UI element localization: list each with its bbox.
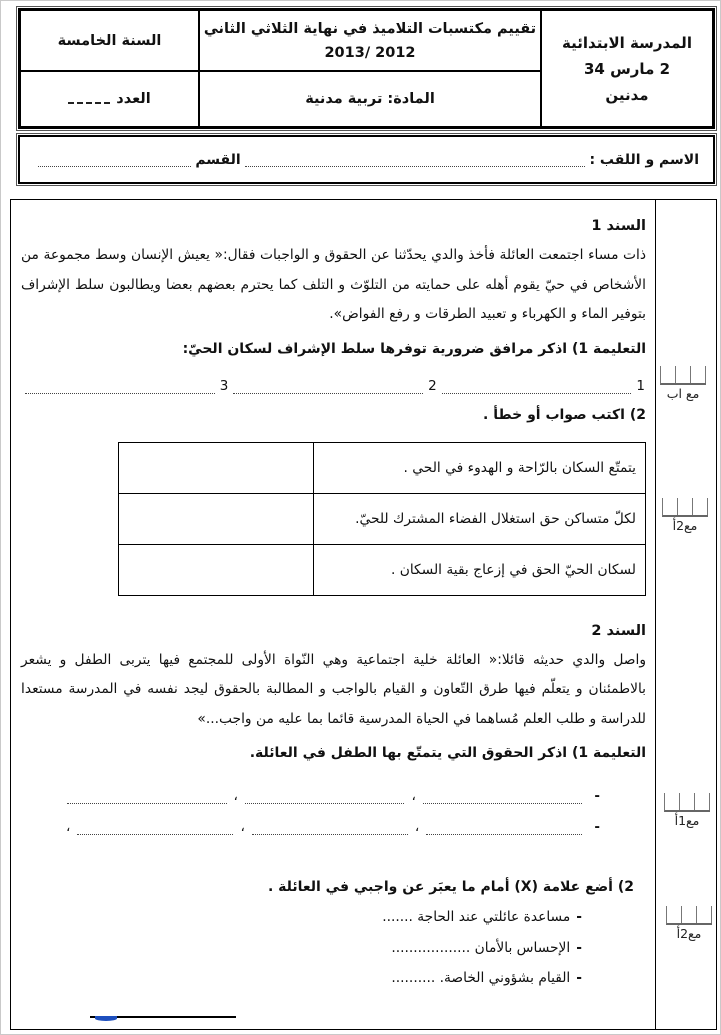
score-label: مع اب (666, 386, 700, 401)
section1-passage: ذات مساء اجتمعت العائلة فأخذ والدي يحدّثنا عن الحقوق و الواجبات فقال:« يعيش الإنسان وسط مجموعة من الأشخاص في حيّ يقوم أهله على حمايته من التلوّث و التلف كما يحترم بعضهم بعضا ويطالبون سلط الإشراف بتوفير الماء و الكهرباء و تعبيد الطرقات و رفع الفواض». (21, 247, 646, 322)
list-dash: - (576, 970, 582, 986)
check-item (21, 933, 582, 964)
separator-comma: ، (414, 819, 420, 835)
grade-level-cell (21, 11, 200, 70)
answer-blank (426, 820, 582, 835)
score-box-3 (662, 793, 712, 828)
assessment-title: تقييم مكتسبات التلاميذ في نهاية الثلاثي الثاني (203, 20, 537, 37)
score-grid (662, 498, 708, 517)
section2-passage: واصل والدي حديثه قائلا:« العائلة خلية اجتماعية وهي النّواة الأولى للمجتمع فيها يتربى الطفل و يشعر بالاطمئنان و يتعلّم فيها طرق التّعاون و القيام بالواجب و المطالبة بالحقوق ليجد نفسه في المدرسة مستعدا للدراسة و طلب العلم مُساهما في الحياة المدرسية قائما بما عليه من واجب...» (21, 651, 646, 727)
checklist (21, 902, 582, 994)
answer-number-3: 3 (219, 377, 229, 394)
check-item-text: مساعدة عائلتي عند الحاجة ....... (382, 909, 571, 925)
answer-cell (119, 442, 314, 493)
check-item (21, 902, 582, 933)
answer-blank-2 (233, 379, 423, 394)
section2-instruction1: التعليمة 1) اذكر الحقوق التي يتمتّع بها الطفل في العائلة. (249, 745, 646, 761)
score-grid (664, 793, 710, 812)
section1-question2: 2) اكتب صواب أو خطأ . (483, 406, 646, 423)
score-label: مع1أ (674, 813, 700, 828)
exam-content (11, 200, 654, 994)
section2-title: السند 2 (591, 622, 646, 639)
name-blank-line (245, 152, 586, 167)
list-dash: - (594, 788, 600, 804)
class-blank-line (38, 152, 191, 167)
answer-number-1: 1 (636, 377, 645, 394)
list-dash: - (576, 909, 582, 925)
section2-question2: 2) أضع علامة (X) أمام ما يعبَر عن واجبي في العائلة . (267, 879, 634, 895)
score-label: مع2أ (672, 518, 698, 533)
school-name-cell (540, 11, 712, 126)
separator-comma: ، (233, 788, 238, 804)
school-name-line3: مدنين (605, 85, 649, 104)
paper-number-cell (21, 72, 200, 126)
answer-blank-3 (25, 379, 215, 394)
answer-blank (245, 789, 405, 804)
assessment-title-cell (200, 11, 540, 70)
school-year: 2013/ 2012 (324, 44, 416, 61)
statement-cell: لسكان الحيّ الحق في إزعاج بقية السكان . (313, 544, 645, 595)
separator-comma: ، (411, 788, 416, 804)
score-grid (660, 366, 706, 385)
score-box-1 (658, 366, 708, 401)
paper-number-label: العدد (116, 91, 151, 107)
exam-header (18, 8, 715, 129)
class-field-label: القسم (195, 151, 241, 168)
section2-answer-line-2 (63, 819, 600, 835)
student-identity-strip (18, 135, 715, 184)
section1-title: السند 1 (591, 218, 646, 234)
table-row (119, 544, 646, 595)
true-false-table (118, 442, 646, 596)
answer-cell (119, 493, 314, 544)
subject-cell (200, 72, 540, 126)
check-item-text: الإحساس بالأمان .................. (391, 939, 571, 956)
paper-number-blank (68, 102, 110, 104)
score-box-4 (664, 906, 714, 941)
school-name-line1: المدرسة الابتدائية (562, 33, 692, 52)
score-label: مع2أ (676, 926, 702, 941)
name-field-label: الاسم و اللقب : (589, 151, 699, 168)
answer-blank (67, 789, 227, 804)
answer-blank (423, 789, 583, 804)
list-dash: - (594, 819, 600, 835)
grading-margin-divider (655, 199, 656, 1030)
statement-cell: لكلّ متساكن حق استغلال الفضاء المشترك للحيّ. (313, 493, 645, 544)
section1-instruction1: التعليمة 1) اذكر مرافق ضرورية توفرها سلط الإشراف لسكان الحيّ: (182, 340, 646, 357)
list-dash: - (576, 939, 582, 956)
answer-blank-1 (442, 379, 632, 394)
answer-cell (119, 544, 314, 595)
separator-comma: ، (240, 819, 245, 835)
statement-cell: يتمتّع السكان بالرّاحة و الهدوء في الحي . (313, 442, 645, 493)
subject-label: المادة: تربية مدنية (305, 91, 435, 107)
answer-number-2: 2 (428, 377, 437, 394)
section1-answer-line (21, 378, 646, 394)
grade-level: السنة الخامسة (57, 32, 162, 49)
score-grid (666, 906, 712, 925)
answer-blank (77, 820, 233, 835)
check-item (21, 963, 582, 994)
section2-answer-line-1 (63, 788, 600, 804)
school-name-line2: 2 مارس 34 (584, 59, 671, 78)
score-box-2 (660, 498, 710, 533)
separator-comma: ، (65, 819, 71, 835)
ink-mark (95, 1016, 117, 1021)
table-row (119, 493, 646, 544)
table-row (119, 442, 646, 493)
answer-blank (252, 820, 408, 835)
check-item-text: القيام بشؤوني الخاصة. .......... (391, 970, 571, 986)
